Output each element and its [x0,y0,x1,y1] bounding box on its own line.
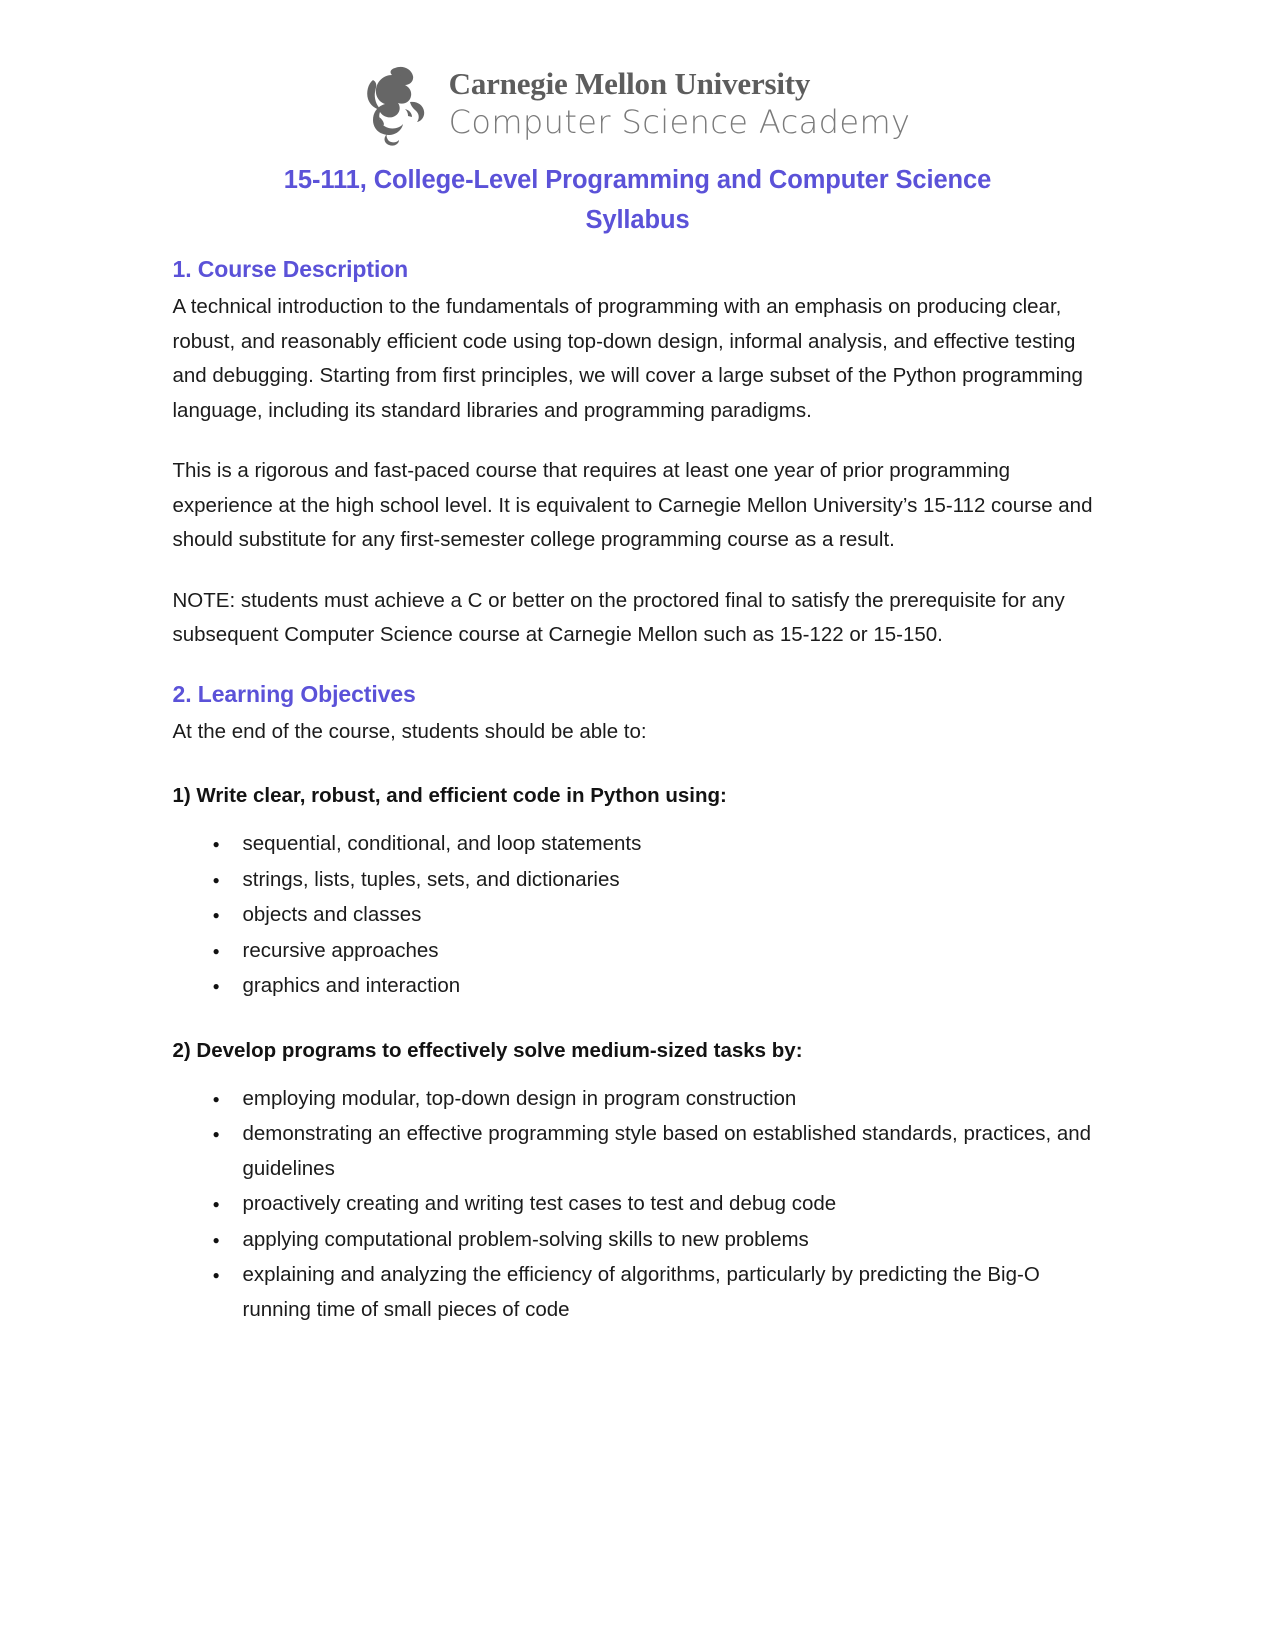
list-item: ● objects and classes [173,898,1103,933]
list-item: ● explaining and analyzing the efficiency of algorithms, particularly by predicting the Big-O running time of small pieces of code [173,1258,1103,1327]
page-title-line-2: Syllabus [585,206,690,234]
logo-header [0,0,1275,148]
list-item: ● recursive approaches [173,934,1103,969]
list-item: ● sequential, conditional, and loop statements [173,827,1103,862]
document-content [173,160,1103,1327]
list-item: ● strings, lists, tuples, sets, and dictionaries [173,863,1103,898]
logo-wordmark [448,66,911,141]
objective-label-1: 1) Write clear, robust, and efficient code in Python using: [172,784,727,807]
paragraph-course-overview: A technical introduction to the fundamentals of programming with an emphasis on producing clear, robust, and reasonably efficient code using top-down design, informal analysis, and effective testing and debugging. Starting from first principles, we will cover a large subset of the Python programming language, including its standard libraries and programming paradigms. [172,295,1083,422]
paragraph-course-rigor: This is a rigorous and fast-paced course that requires at least one year of prior programming experience at the high school level. It is equivalent to Carnegie Mellon University’s 15-112 course and should substitute for any first-semester college programming course as a result. [172,459,1093,551]
cmu-scotty-dragon-icon [365,62,439,148]
logo-academy-name: Computer Science Academy [448,103,911,141]
list-item: ● employing modular, top-down design in program construction [173,1082,1103,1117]
objective-list-2 [173,1082,1103,1328]
section-heading-course-description: 1. Course Description [172,256,409,282]
paragraph-course-note: NOTE: students must achieve a C or better on the proctored final to satisfy the prerequisite for any subsequent Computer Science course at Carnegie Mellon such as 15-122 or 15-150. [172,588,1065,646]
objective-label-2: 2) Develop programs to effectively solve medium-sized tasks by: [172,1038,803,1062]
page-title [173,160,1103,240]
page-title-line-1: 15-111, College-Level Programming and Computer Science [283,166,992,194]
section-heading-learning-objectives: 2. Learning Objectives [172,680,416,707]
list-item: ● graphics and interaction [173,969,1103,1004]
list-item: ● applying computational problem-solving skills to new problems [173,1223,1103,1258]
list-item: ● demonstrating an effective programming style based on established standards, practices, and guidelines [173,1117,1103,1186]
objective-list-1 [173,827,1103,1004]
paragraph-objectives-intro: At the end of the course, students should be able to: [172,719,647,743]
logo-lockup [365,58,911,148]
list-item: ● proactively creating and writing test cases to test and debug code [173,1187,1103,1222]
logo-university-name: Carnegie Mellon University [448,66,811,101]
